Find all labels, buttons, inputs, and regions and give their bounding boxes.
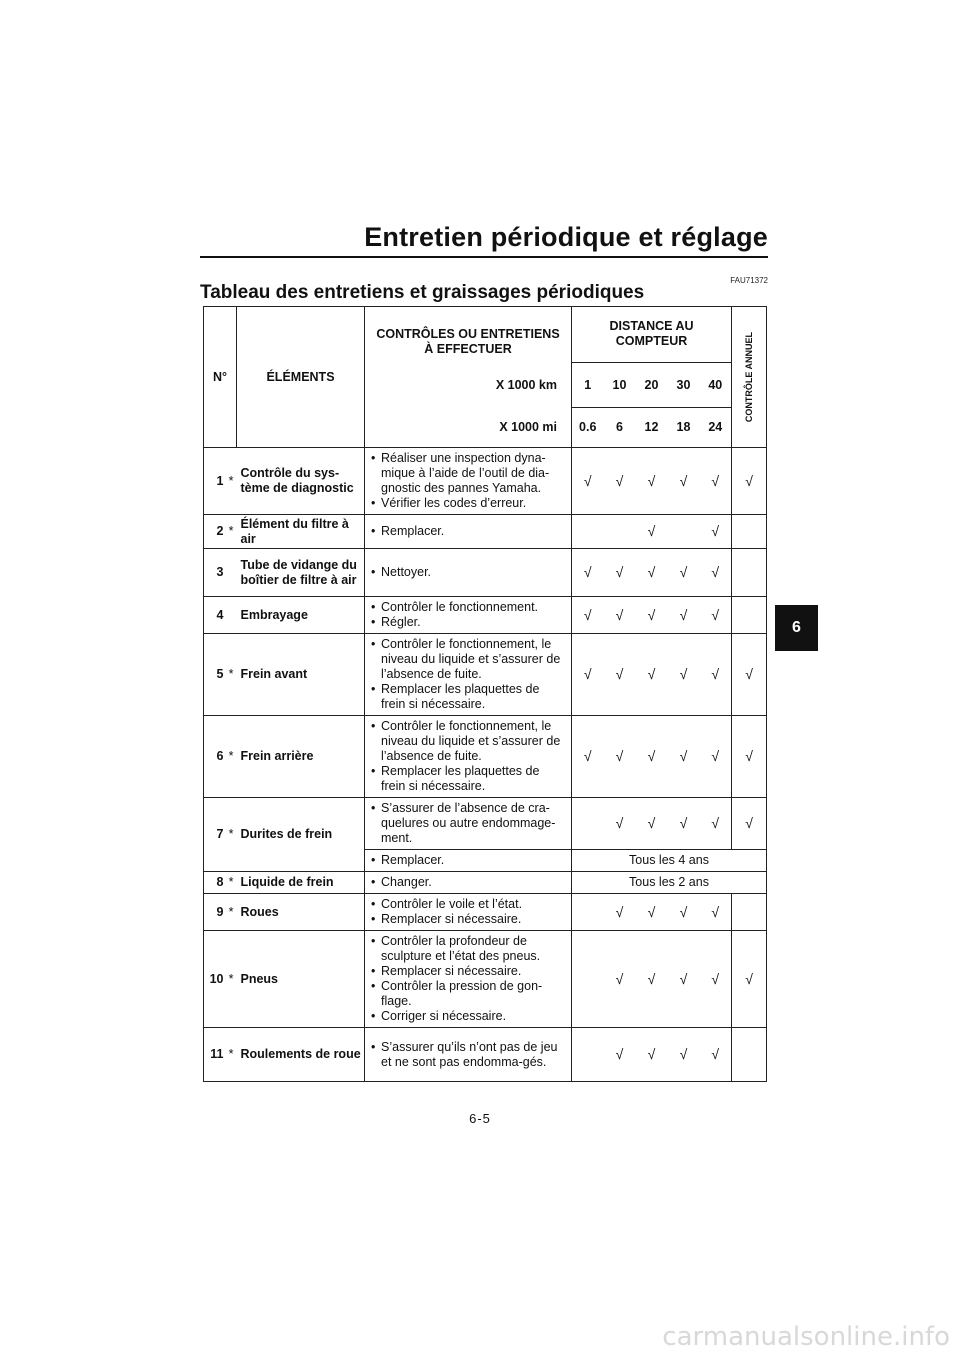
row-star: *	[226, 872, 237, 894]
header-mi-24: 24	[700, 408, 732, 448]
action-item: • Contrôler le fonctionnement, le niveau du liquide et s’assurer de l’absence de fuite.	[371, 637, 567, 682]
check-mark-icon: √	[647, 970, 656, 987]
action-list	[371, 897, 567, 927]
check-mark-icon: √	[615, 815, 624, 831]
action-item: • Vérifier les codes d’erreur.	[371, 496, 567, 511]
header-mi-18: 18	[668, 408, 700, 448]
check-mark-icon: √	[583, 472, 592, 489]
row-number: 6	[204, 716, 226, 798]
check-mark-icon: √	[745, 748, 753, 764]
action-item: • Contrôler le fonctionnement.	[371, 600, 567, 615]
action-item: • Régler.	[371, 615, 567, 630]
header-no: N°	[204, 307, 237, 448]
action-list	[371, 524, 567, 539]
row-number: 5	[204, 634, 226, 716]
header-mi-0.6: 0.6	[572, 408, 604, 448]
row-number: 11	[204, 1028, 226, 1082]
action-item: • Contrôler le voile et l’état.	[371, 897, 567, 912]
check-mark-icon: √	[679, 606, 688, 623]
check-cell	[604, 634, 636, 716]
check-mark-icon: √	[647, 564, 656, 580]
row-actions	[365, 798, 572, 850]
check-cell	[604, 515, 636, 549]
header-km-40: 40	[700, 363, 732, 408]
table-row	[204, 515, 767, 549]
row-item: Frein avant	[237, 634, 365, 716]
action-list	[371, 853, 567, 868]
check-cell	[572, 894, 604, 931]
check-mark-icon: √	[647, 748, 656, 764]
check-mark-icon: √	[711, 748, 720, 764]
action-item: • Changer.	[371, 875, 567, 890]
check-mark-icon: √	[711, 1046, 720, 1062]
check-mark-icon: √	[679, 1046, 688, 1062]
title-rule	[200, 256, 768, 258]
header-distance: DISTANCE AU COMPTEUR	[572, 307, 732, 363]
check-cell	[572, 515, 604, 549]
check-cell	[572, 549, 604, 597]
page-title: Entretien périodique et réglage	[364, 222, 768, 252]
check-mark-icon: √	[679, 564, 688, 580]
header-km-1: 1	[572, 363, 604, 408]
check-cell	[732, 634, 767, 716]
row-number: 2	[204, 515, 226, 549]
row-interval: Tous les 2 ans	[572, 872, 767, 894]
header-annual	[732, 307, 767, 448]
action-list	[371, 451, 567, 511]
check-mark-icon: √	[679, 472, 688, 489]
table-row	[204, 931, 767, 1028]
table-row	[204, 634, 767, 716]
check-cell	[668, 716, 700, 798]
row-star: *	[226, 515, 237, 549]
row-actions	[365, 597, 572, 634]
row-actions	[365, 716, 572, 798]
check-cell	[668, 597, 700, 634]
table-row	[204, 894, 767, 931]
check-mark-icon: √	[615, 564, 624, 580]
check-cell	[604, 894, 636, 931]
check-cell	[700, 931, 732, 1028]
check-mark-icon: √	[711, 970, 720, 987]
check-cell	[604, 931, 636, 1028]
row-number: 1	[204, 448, 226, 515]
header-mi-label: X 1000 mi	[365, 408, 572, 448]
row-actions	[365, 448, 572, 515]
check-cell	[636, 1028, 668, 1082]
check-mark-icon: √	[679, 815, 688, 831]
row-actions	[365, 872, 572, 894]
check-mark-icon: √	[647, 1046, 656, 1062]
header-mi-12: 12	[636, 408, 668, 448]
header-km-10: 10	[604, 363, 636, 408]
check-mark-icon: √	[615, 666, 624, 682]
check-cell	[700, 798, 732, 850]
check-mark-icon: √	[745, 472, 753, 489]
row-actions	[365, 931, 572, 1028]
table-row	[204, 597, 767, 634]
check-cell	[572, 634, 604, 716]
header-checks-label: CONTRÔLES OU ENTRETIENS À EFFECTUER	[376, 327, 560, 356]
row-item: Pneus	[237, 931, 365, 1028]
action-list	[371, 801, 567, 846]
row-actions	[365, 1028, 572, 1082]
check-mark-icon: √	[583, 748, 592, 764]
row-item: Frein arrière	[237, 716, 365, 798]
check-cell	[700, 1028, 732, 1082]
check-mark-icon: √	[615, 748, 624, 764]
row-actions	[365, 549, 572, 597]
check-cell	[700, 597, 732, 634]
check-mark-icon: √	[711, 606, 720, 623]
check-mark-icon: √	[647, 903, 656, 920]
check-cell	[604, 597, 636, 634]
action-list	[371, 875, 567, 890]
row-sub-action	[365, 850, 572, 872]
header-elements: ÉLÉMENTS	[237, 307, 365, 448]
check-mark-icon: √	[679, 970, 688, 987]
check-mark-icon: √	[745, 666, 753, 682]
row-star	[226, 549, 237, 597]
check-mark-icon: √	[615, 472, 624, 489]
row-number: 7	[204, 798, 226, 872]
check-cell	[636, 549, 668, 597]
action-item: • S’assurer qu’ils n’ont pas de jeu et ne sont pas endomma-gés.	[371, 1040, 567, 1070]
check-mark-icon: √	[711, 815, 720, 831]
check-cell	[732, 716, 767, 798]
check-cell	[604, 549, 636, 597]
check-cell	[636, 894, 668, 931]
action-item: • Réaliser une inspection dyna-mique à l’aide de l’outil de dia-gnostic des pannes Yamaha.	[371, 451, 567, 496]
check-mark-icon: √	[647, 606, 656, 623]
row-number: 4	[204, 597, 226, 634]
row-item: Contrôle du sys-tème de diagnostic	[237, 448, 365, 515]
check-cell	[732, 515, 767, 549]
check-cell	[572, 716, 604, 798]
check-mark-icon: √	[583, 564, 592, 580]
check-mark-icon: √	[745, 815, 753, 831]
header-km-30: 30	[668, 363, 700, 408]
action-item: • Remplacer les plaquettes de frein si nécessaire.	[371, 682, 567, 712]
check-mark-icon: √	[583, 606, 592, 623]
row-item: Roulements de roue	[237, 1028, 365, 1082]
row-actions	[365, 515, 572, 549]
check-mark-icon: √	[647, 666, 656, 682]
table-row	[204, 716, 767, 798]
row-item: Tube de vidange du boîtier de filtre à air	[237, 549, 365, 597]
check-mark-icon: √	[679, 666, 688, 682]
check-cell	[636, 634, 668, 716]
action-item: • Remplacer.	[371, 853, 567, 868]
check-cell	[604, 448, 636, 515]
check-mark-icon: √	[711, 903, 720, 920]
check-cell	[700, 515, 732, 549]
header-km-20: 20	[636, 363, 668, 408]
check-cell	[732, 549, 767, 597]
action-item: • Nettoyer.	[371, 565, 567, 580]
watermark: carmanualsonline.info	[662, 1322, 950, 1352]
check-cell	[572, 931, 604, 1028]
action-list	[371, 637, 567, 712]
row-interval: Tous les 4 ans	[572, 850, 767, 872]
table-row	[204, 549, 767, 597]
check-cell	[668, 448, 700, 515]
action-item: • Contrôler la pression de gon-flage.	[371, 979, 567, 1009]
row-item: Durites de frein	[237, 798, 365, 872]
check-cell	[668, 549, 700, 597]
header-mi-6: 6	[604, 408, 636, 448]
check-mark-icon: √	[583, 666, 592, 682]
check-cell	[636, 931, 668, 1028]
row-star: *	[226, 798, 237, 872]
table-row	[204, 1028, 767, 1082]
row-item: Élément du filtre à air	[237, 515, 365, 549]
check-cell	[668, 634, 700, 716]
check-mark-icon: √	[679, 748, 688, 764]
check-mark-icon: √	[615, 1046, 624, 1062]
check-cell	[636, 798, 668, 850]
check-cell	[732, 597, 767, 634]
check-cell	[700, 716, 732, 798]
action-item: • Remplacer si nécessaire.	[371, 912, 567, 927]
check-mark-icon: √	[711, 666, 720, 682]
check-cell	[732, 1028, 767, 1082]
header-annual-label: CONTRÔLE ANNUEL	[743, 331, 754, 423]
check-cell	[700, 448, 732, 515]
check-cell	[732, 798, 767, 850]
check-mark-icon: √	[647, 472, 656, 489]
check-cell	[668, 894, 700, 931]
row-star: *	[226, 448, 237, 515]
check-mark-icon: √	[679, 903, 688, 920]
maintenance-table	[203, 306, 767, 1082]
row-star: *	[226, 1028, 237, 1082]
check-mark-icon: √	[711, 523, 720, 539]
check-cell	[700, 549, 732, 597]
check-mark-icon: √	[615, 606, 624, 623]
action-item: • Remplacer si nécessaire.	[371, 964, 567, 979]
action-item: • Corriger si nécessaire.	[371, 1009, 567, 1024]
check-cell	[668, 1028, 700, 1082]
row-star: *	[226, 716, 237, 798]
page-number: 6-5	[469, 1111, 491, 1126]
action-item: • S’assurer de l’absence de cra-quelures ou autre endommage-ment.	[371, 801, 567, 846]
check-cell	[572, 1028, 604, 1082]
check-cell	[636, 716, 668, 798]
table-row	[204, 448, 767, 515]
check-cell	[668, 798, 700, 850]
header-km-label: X 1000 km	[365, 363, 572, 408]
row-number: 3	[204, 549, 226, 597]
doc-code: FAU71372	[730, 276, 768, 285]
row-star: *	[226, 894, 237, 931]
check-cell	[636, 448, 668, 515]
check-cell	[572, 597, 604, 634]
check-cell	[700, 634, 732, 716]
action-item: • Contrôler la profondeur de sculpture et l’état des pneus.	[371, 934, 567, 964]
check-mark-icon: √	[711, 564, 720, 580]
check-cell	[700, 894, 732, 931]
row-item: Embrayage	[237, 597, 365, 634]
check-mark-icon: √	[615, 903, 624, 920]
row-star: *	[226, 931, 237, 1028]
row-star	[226, 597, 237, 634]
check-cell	[604, 716, 636, 798]
row-star: *	[226, 634, 237, 716]
check-cell	[668, 515, 700, 549]
action-item: • Remplacer les plaquettes de frein si nécessaire.	[371, 764, 567, 794]
check-mark-icon: √	[647, 815, 656, 831]
row-actions	[365, 894, 572, 931]
check-mark-icon: √	[711, 472, 720, 489]
check-mark-icon: √	[615, 970, 624, 987]
check-mark-icon: √	[745, 970, 753, 987]
action-list	[371, 719, 567, 794]
action-list	[371, 1040, 567, 1070]
action-list	[371, 934, 567, 1024]
check-cell	[604, 798, 636, 850]
check-cell	[572, 448, 604, 515]
row-item: Liquide de frein	[237, 872, 365, 894]
row-number: 10	[204, 931, 226, 1028]
action-item: • Contrôler le fonctionnement, le niveau du liquide et s’assurer de l’absence de fuite.	[371, 719, 567, 764]
row-number: 8	[204, 872, 226, 894]
check-cell	[732, 448, 767, 515]
check-cell	[604, 1028, 636, 1082]
table-row	[204, 798, 767, 850]
row-actions	[365, 634, 572, 716]
check-cell	[636, 597, 668, 634]
check-cell	[636, 515, 668, 549]
section-title: Tableau des entretiens et graissages périodiques	[200, 282, 645, 303]
action-list	[371, 565, 567, 580]
check-cell	[668, 931, 700, 1028]
table-row	[204, 872, 767, 894]
check-cell	[572, 798, 604, 850]
action-list	[371, 600, 567, 630]
chapter-tab[interactable]: 6	[775, 605, 818, 651]
check-cell	[732, 931, 767, 1028]
row-number: 9	[204, 894, 226, 931]
action-item: • Remplacer.	[371, 524, 567, 539]
row-item: Roues	[237, 894, 365, 931]
check-cell	[732, 894, 767, 931]
check-mark-icon: √	[647, 523, 656, 539]
header-checks	[365, 307, 572, 363]
